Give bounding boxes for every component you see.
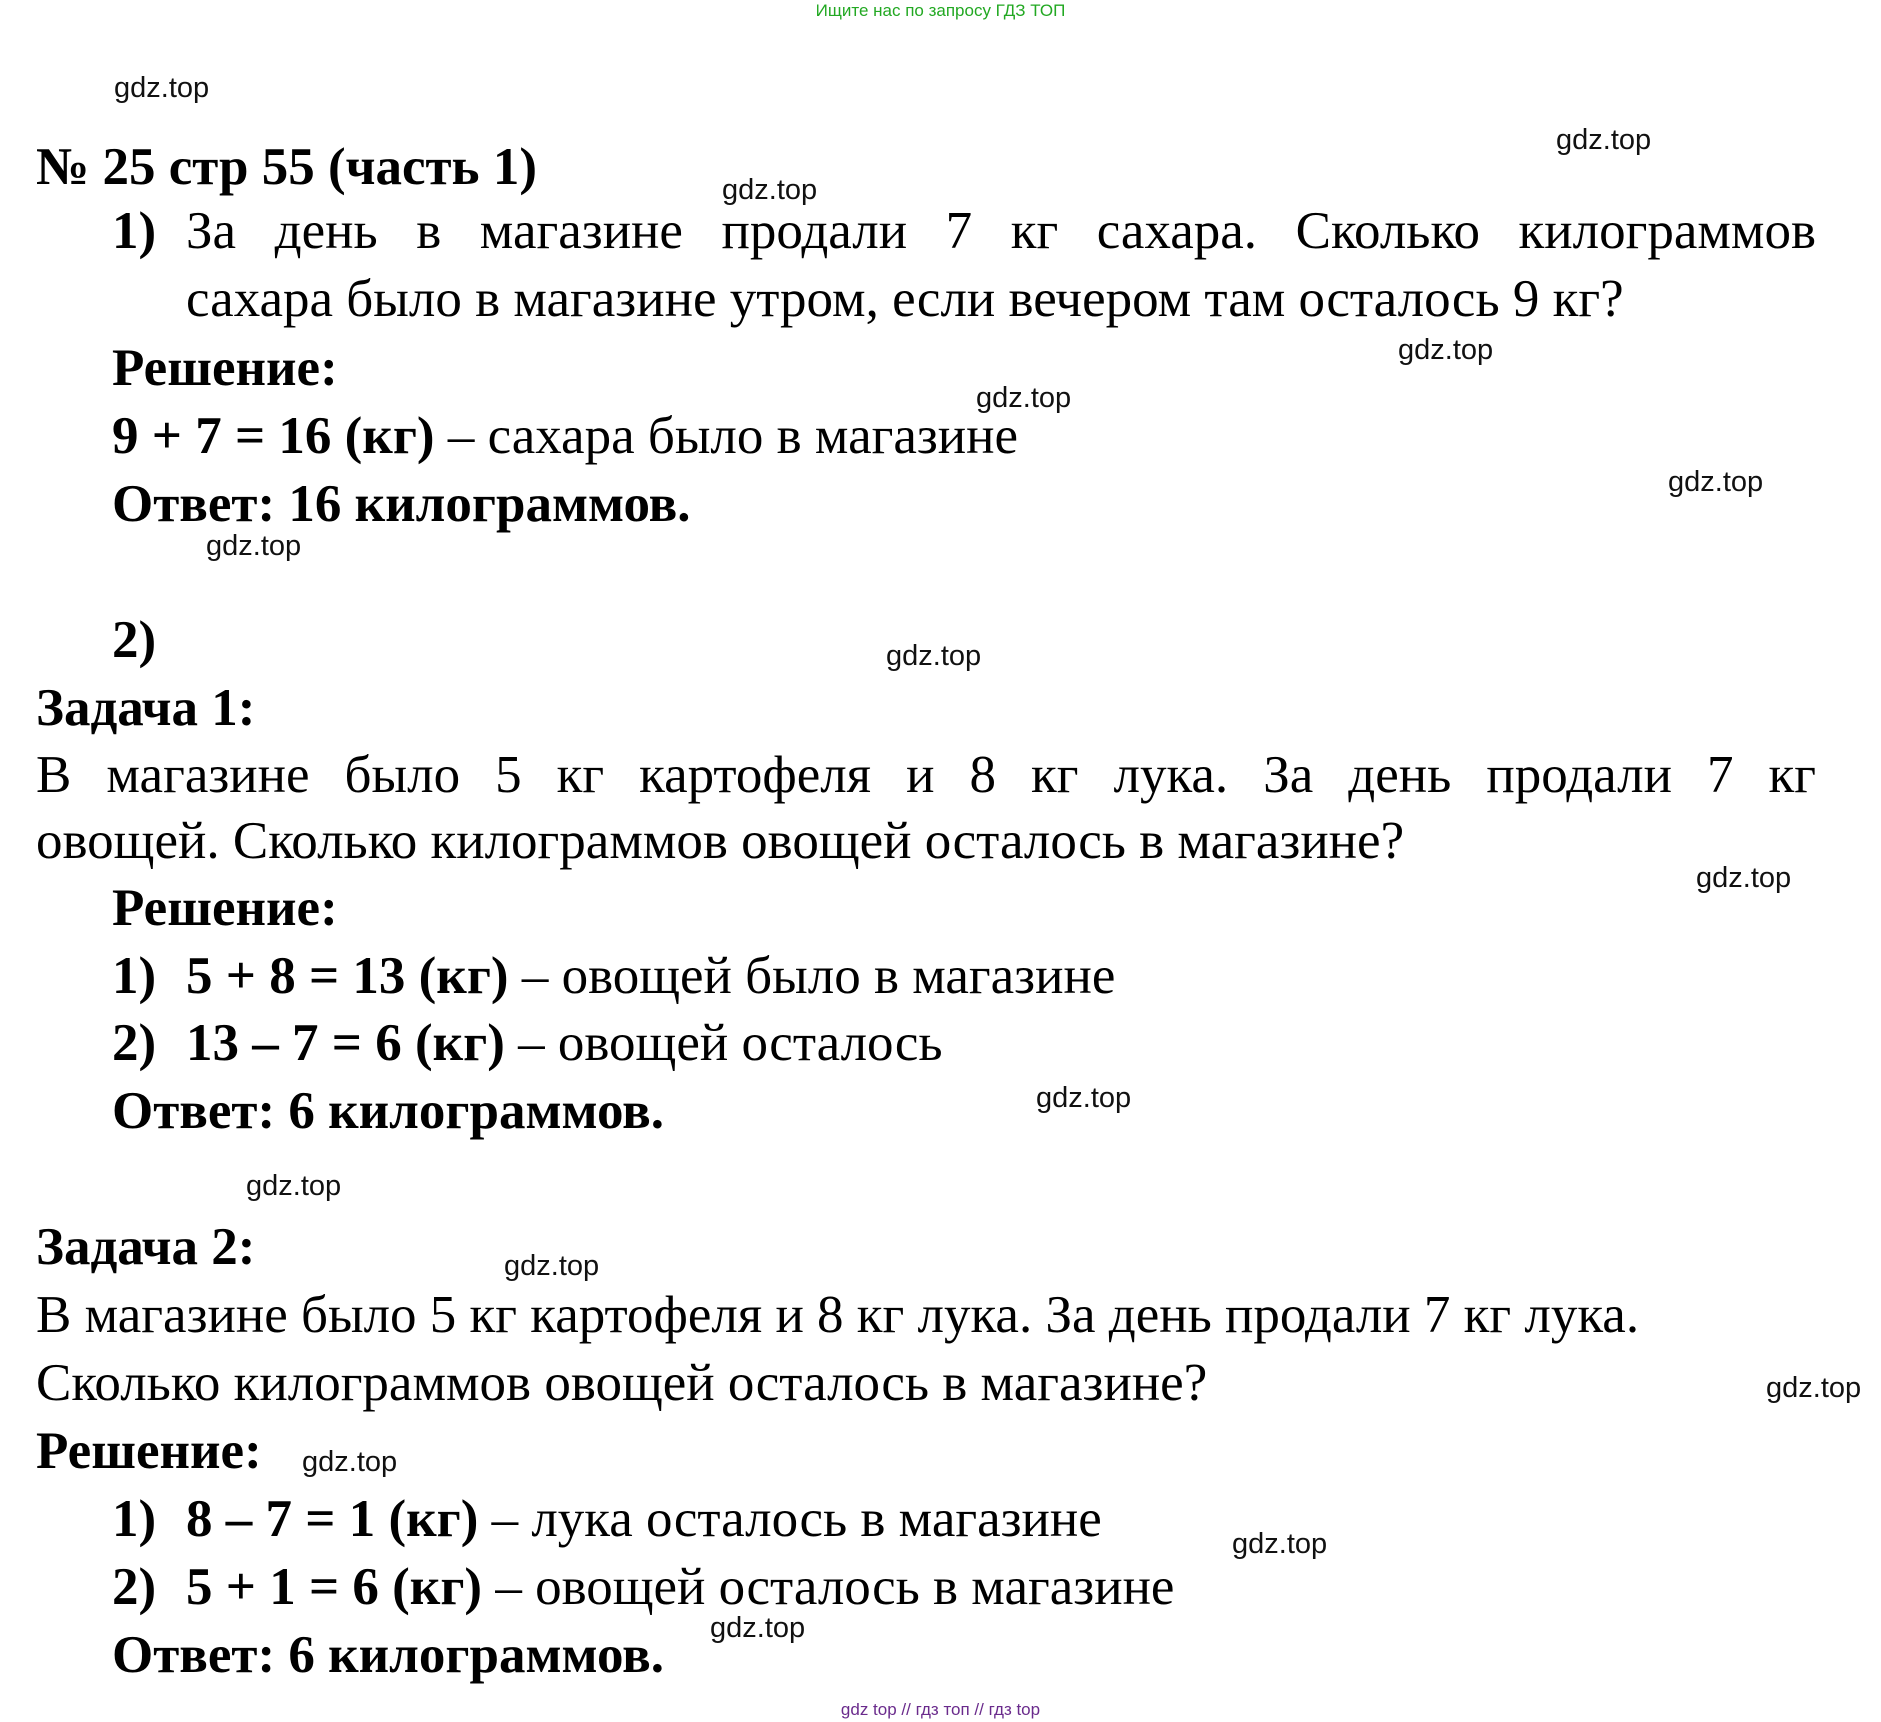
task2-text-line2: Сколько килограммов овощей осталось в магазине? — [36, 1354, 1208, 1412]
task2-step1-expression: 8 – 7 = 1 (кг) — [186, 1490, 479, 1548]
task1-step1-explanation: – овощей было в магазине — [508, 947, 1116, 1005]
watermark: gdz.top — [976, 382, 1072, 414]
task1-text-line2: овощей. Сколько килограммов овощей осталось в магазине? — [36, 812, 1405, 870]
task2-step1-number: 1) — [112, 1490, 157, 1548]
watermark: gdz.top — [1696, 862, 1792, 894]
watermark: gdz.top — [206, 530, 302, 562]
watermark: gdz.top — [246, 1170, 342, 1202]
task2-step1-explanation: – лука осталось в магазине — [478, 1490, 1102, 1548]
task1-step1-expression: 5 + 8 = 13 (кг) — [186, 947, 509, 1005]
task1-step1 — [186, 947, 1116, 1005]
task1-step2 — [186, 1014, 943, 1072]
part1-step-explanation: – сахара было в магазине — [434, 407, 1019, 465]
task2-answer: Ответ: 6 килограммов. — [112, 1626, 664, 1684]
watermark: gdz.top — [1668, 466, 1764, 498]
watermark: gdz.top — [1232, 1528, 1328, 1560]
task1-solution-label: Решение: — [112, 879, 338, 937]
task2-heading: Задача 2: — [36, 1218, 256, 1276]
watermark: gdz.top — [710, 1612, 806, 1644]
page-title: № 25 стр 55 (часть 1) — [36, 138, 537, 196]
task1-answer: Ответ: 6 килограммов. — [112, 1082, 664, 1140]
watermark: gdz.top — [1398, 334, 1494, 366]
task2-step2-number: 2) — [112, 1558, 157, 1616]
task1-step2-number: 2) — [112, 1014, 157, 1072]
part1-problem-line1: За день в магазине продали 7 кг сахара. Сколько килограммов — [186, 202, 1816, 260]
task1-step2-expression: 13 – 7 = 6 (кг) — [186, 1014, 505, 1072]
watermark: gdz.top — [1036, 1082, 1132, 1114]
task2-solution-label: Решение: — [36, 1422, 262, 1480]
top-search-note: Ищите нас по запросу ГДЗ ТОП — [815, 1, 1066, 20]
task1-step2-explanation: – овощей осталось — [504, 1014, 943, 1072]
footer-note: gdz top // гдз топ // гдз top — [840, 1700, 1041, 1719]
watermark: gdz.top — [114, 72, 210, 104]
watermark: gdz.top — [504, 1250, 600, 1282]
task1-text-line1: В магазине было 5 кг картофеля и 8 кг лука. За день продали 7 кг — [36, 746, 1816, 804]
watermark: gdz.top — [722, 174, 818, 206]
watermark: gdz.top — [302, 1446, 398, 1478]
part1-answer: Ответ: 16 килограммов. — [112, 475, 691, 533]
part1-step-expression: 9 + 7 = 16 (кг) — [112, 407, 435, 465]
part1-solution-label: Решение: — [112, 339, 338, 397]
task2-text-line1: В магазине было 5 кг картофеля и 8 кг лука. За день продали 7 кг лука. — [36, 1286, 1640, 1344]
watermark: gdz.top — [1766, 1372, 1862, 1404]
task1-step1-number: 1) — [112, 947, 157, 1005]
task2-step1 — [186, 1490, 1102, 1548]
part1-number: 1) — [112, 202, 157, 260]
task1-heading: Задача 1: — [36, 679, 256, 737]
task2-step2-expression: 5 + 1 = 6 (кг) — [186, 1558, 483, 1616]
part1-solution-step — [112, 407, 1019, 465]
part1-problem-line2: сахара было в магазине утром, если вечером там осталось 9 кг? — [186, 270, 1624, 328]
watermark: gdz.top — [886, 640, 982, 672]
watermark: gdz.top — [1556, 124, 1652, 156]
part2-number: 2) — [112, 611, 157, 669]
task2-step2 — [186, 1558, 1175, 1616]
task2-step2-explanation: – овощей осталось в магазине — [482, 1558, 1175, 1616]
